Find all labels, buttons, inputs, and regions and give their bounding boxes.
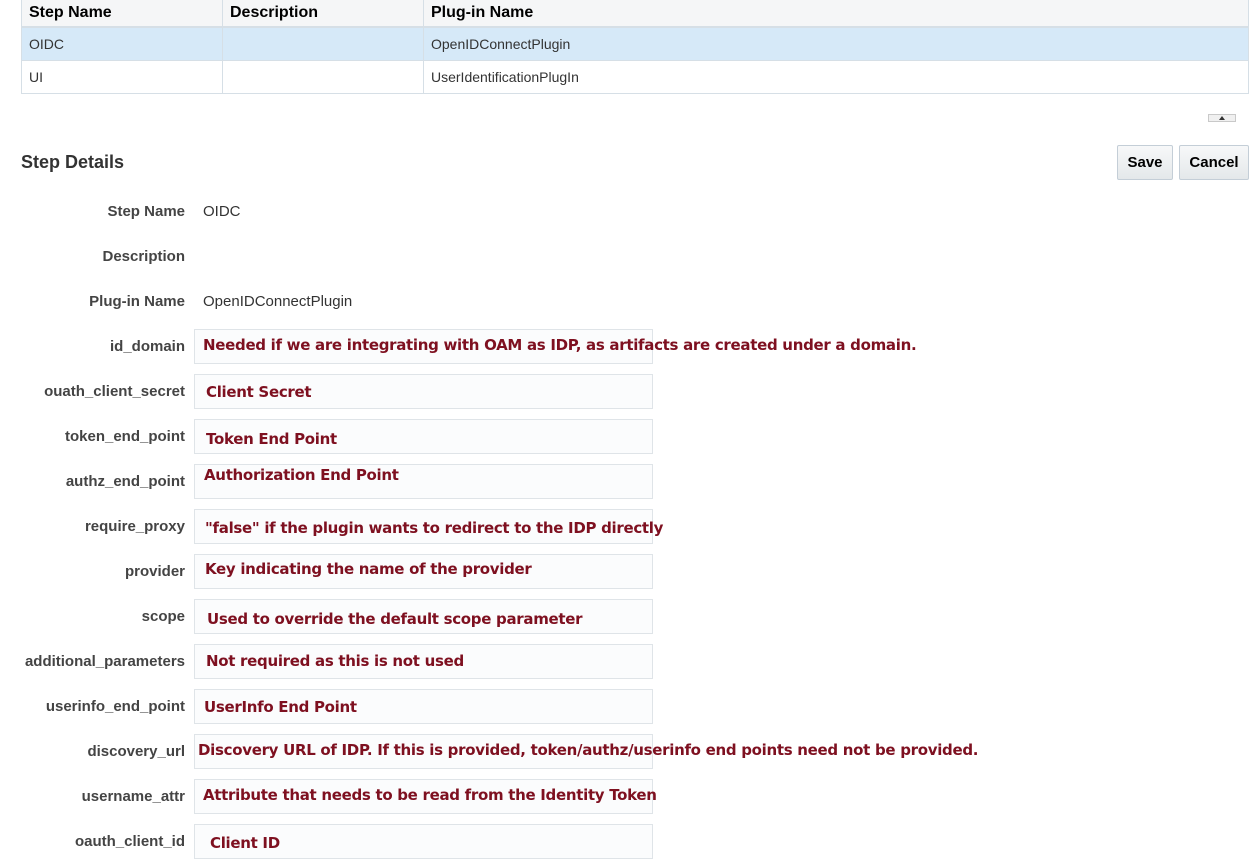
scope-annotation: Used to override the default scope parameter [207, 610, 583, 628]
username-attr-annotation: Attribute that needs to be read from the Identity Token [203, 786, 657, 804]
provider-annotation: Key indicating the name of the provider [205, 560, 532, 578]
discovery-url-annotation: Discovery URL of IDP. If this is provided, token/authz/userinfo end points need not be provided. [198, 741, 979, 759]
table-header-row [22, 0, 1248, 27]
plugin-name-label: Plug-in Name [89, 293, 185, 310]
column-header-plugin-name[interactable]: Plug-in Name [431, 4, 534, 21]
client-secret-annotation: Client Secret [206, 383, 312, 401]
additional-parameters-annotation: Not required as this is not used [206, 652, 464, 670]
save-button[interactable]: Save [1117, 145, 1173, 180]
scope-label: scope [141, 608, 185, 625]
plugin-name-value: OpenIDConnectPlugin [203, 293, 353, 310]
token-end-point-annotation: Token End Point [206, 430, 337, 448]
cell-step-name: OIDC [22, 28, 223, 60]
step-name-value: OIDC [203, 203, 241, 220]
section-title: Step Details [21, 152, 125, 172]
step-name-label: Step Name [107, 203, 185, 220]
cell-step-name: UI [22, 61, 223, 93]
client-id-annotation: Client ID [210, 834, 280, 852]
discovery-url-label: discovery_url [87, 743, 185, 760]
collapse-button[interactable] [1208, 114, 1236, 122]
steps-table [21, 0, 1249, 94]
provider-label: provider [124, 563, 185, 580]
table-row[interactable] [22, 60, 1248, 93]
table-row[interactable] [22, 27, 1248, 60]
userinfo-end-point-label: userinfo_end_point [45, 698, 185, 715]
cell-description [223, 61, 424, 93]
userinfo-end-point-annotation: UserInfo End Point [204, 698, 357, 716]
description-label: Description [102, 248, 185, 265]
authz-end-point-annotation: Authorization End Point [204, 466, 399, 484]
id-domain-label: id_domain [109, 338, 185, 355]
column-header-step-name[interactable]: Step Name [22, 0, 223, 26]
id-domain-annotation: Needed if we are integrating with OAM as IDP, as artifacts are created under a domain. [203, 336, 917, 354]
column-header-description[interactable]: Description [223, 0, 424, 26]
additional-parameters-label: additional_parameters [24, 653, 185, 670]
triangle-up-icon [1219, 116, 1225, 120]
token-end-point-label: token_end_point [64, 428, 185, 445]
client-secret-label: ouath_client_secret [44, 383, 185, 400]
cell-description [223, 28, 424, 60]
cancel-button[interactable]: Cancel [1179, 145, 1249, 180]
authz-end-point-label: authz_end_point [65, 473, 185, 490]
client-id-label: oauth_client_id [74, 833, 185, 850]
cell-plugin-name: OpenIDConnectPlugin [431, 36, 571, 52]
require-proxy-label: require_proxy [84, 518, 185, 535]
username-attr-label: username_attr [81, 788, 185, 805]
require-proxy-annotation: "false" if the plugin wants to redirect to the IDP directly [205, 519, 664, 537]
cell-plugin-name: UserIdentificationPlugIn [431, 69, 579, 85]
